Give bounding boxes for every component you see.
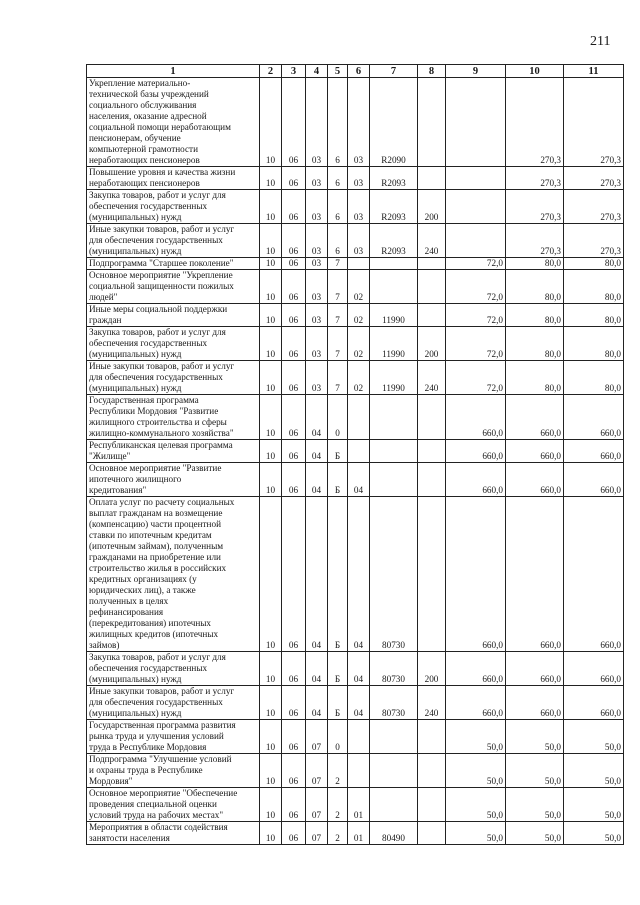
amount-col11-cell: 270,3	[564, 78, 624, 167]
subsection-code-cell: 06	[282, 224, 306, 258]
program-code-cell: 03	[306, 78, 328, 167]
column-header: 5	[328, 65, 348, 78]
direction-code-cell: 11990	[370, 361, 418, 395]
amount-col9-cell: 660,0	[446, 463, 506, 497]
expense-type-cell	[418, 440, 446, 463]
item-name-cell: Иные закупки товаров, работ и услуг для обеспечения государственных (муниципальных) нужд	[87, 224, 260, 258]
table-row	[87, 652, 624, 686]
measure-code-cell	[348, 440, 370, 463]
subsection-code-cell: 06	[282, 258, 306, 270]
column-header: 2	[260, 65, 282, 78]
subsection-code-cell: 06	[282, 395, 306, 440]
direction-code-cell: R2093	[370, 190, 418, 224]
subprogram-code-cell: Б	[328, 686, 348, 720]
subsection-code-cell: 06	[282, 652, 306, 686]
amount-col10-cell: 50,0	[506, 720, 564, 754]
measure-code-cell	[348, 754, 370, 788]
direction-code-cell: 80730	[370, 497, 418, 652]
section-code-cell: 10	[260, 686, 282, 720]
item-name-cell: Оплата услуг по расчету социальных выплат гражданам на возмещение (компенсацию) части процентной ставки по ипотечным кредитам (ипотечным займам), полученным гражданами на приобретение или строительство жилья в российских кредитных организациях (у юридических лиц), а также полученных в целях рефинансирования (перекредитования) ипотечных жилищных кредитов (ипотечных займов)	[87, 497, 260, 652]
column-header: 7	[370, 65, 418, 78]
subprogram-code-cell: 6	[328, 167, 348, 190]
table-row	[87, 822, 624, 845]
program-code-cell: 03	[306, 190, 328, 224]
amount-col9-cell: 50,0	[446, 754, 506, 788]
table-row	[87, 270, 624, 304]
expense-type-cell	[418, 395, 446, 440]
amount-col11-cell: 50,0	[564, 720, 624, 754]
direction-code-cell: 80490	[370, 822, 418, 845]
direction-code-cell	[370, 463, 418, 497]
amount-col9-cell	[446, 167, 506, 190]
program-code-cell: 04	[306, 395, 328, 440]
measure-code-cell: 02	[348, 327, 370, 361]
direction-code-cell: R2090	[370, 78, 418, 167]
section-code-cell: 10	[260, 822, 282, 845]
section-code-cell: 10	[260, 754, 282, 788]
column-header: 1	[87, 65, 260, 78]
section-code-cell: 10	[260, 395, 282, 440]
table-row	[87, 224, 624, 258]
item-name-cell: Иные меры социальной поддержки граждан	[87, 304, 260, 327]
direction-code-cell: 11990	[370, 304, 418, 327]
amount-col11-cell: 660,0	[564, 652, 624, 686]
subsection-code-cell: 06	[282, 190, 306, 224]
program-code-cell: 04	[306, 463, 328, 497]
subprogram-code-cell: 2	[328, 788, 348, 822]
amount-col10-cell: 50,0	[506, 754, 564, 788]
amount-col9-cell	[446, 190, 506, 224]
measure-code-cell: 02	[348, 361, 370, 395]
table-row	[87, 754, 624, 788]
expense-type-cell: 200	[418, 652, 446, 686]
program-code-cell: 03	[306, 270, 328, 304]
program-code-cell: 07	[306, 788, 328, 822]
measure-code-cell	[348, 720, 370, 754]
amount-col10-cell: 80,0	[506, 304, 564, 327]
expense-type-cell	[418, 754, 446, 788]
section-code-cell: 10	[260, 258, 282, 270]
subprogram-code-cell: Б	[328, 652, 348, 686]
direction-code-cell	[370, 395, 418, 440]
amount-col10-cell: 660,0	[506, 463, 564, 497]
measure-code-cell: 04	[348, 497, 370, 652]
item-name-cell: Мероприятия в области содействия занятости населения	[87, 822, 260, 845]
amount-col10-cell: 270,3	[506, 190, 564, 224]
amount-col11-cell: 50,0	[564, 754, 624, 788]
program-code-cell: 04	[306, 686, 328, 720]
program-code-cell: 04	[306, 440, 328, 463]
table-row	[87, 361, 624, 395]
table-row	[87, 395, 624, 440]
subprogram-code-cell: 2	[328, 754, 348, 788]
amount-col11-cell: 80,0	[564, 304, 624, 327]
amount-col10-cell: 50,0	[506, 788, 564, 822]
expense-type-cell	[418, 270, 446, 304]
program-code-cell: 03	[306, 258, 328, 270]
section-code-cell: 10	[260, 720, 282, 754]
item-name-cell: Иные закупки товаров, работ и услуг для обеспечения государственных (муниципальных) нужд	[87, 686, 260, 720]
section-code-cell: 10	[260, 190, 282, 224]
amount-col9-cell: 72,0	[446, 270, 506, 304]
measure-code-cell	[348, 395, 370, 440]
subsection-code-cell: 06	[282, 440, 306, 463]
amount-col10-cell: 80,0	[506, 270, 564, 304]
amount-col10-cell: 50,0	[506, 822, 564, 845]
amount-col9-cell: 72,0	[446, 361, 506, 395]
amount-col10-cell: 660,0	[506, 440, 564, 463]
amount-col10-cell: 80,0	[506, 361, 564, 395]
amount-col11-cell: 270,3	[564, 224, 624, 258]
expense-type-cell: 240	[418, 224, 446, 258]
amount-col10-cell: 660,0	[506, 497, 564, 652]
section-code-cell: 10	[260, 167, 282, 190]
subsection-code-cell: 06	[282, 822, 306, 845]
item-name-cell: Закупка товаров, работ и услуг для обеспечения государственных (муниципальных) нужд	[87, 652, 260, 686]
column-header: 8	[418, 65, 446, 78]
measure-code-cell: 02	[348, 304, 370, 327]
table-row	[87, 167, 624, 190]
subprogram-code-cell: 7	[328, 258, 348, 270]
amount-col10-cell: 660,0	[506, 395, 564, 440]
item-name-cell: Республиканская целевая программа "Жилище"	[87, 440, 260, 463]
expense-type-cell	[418, 78, 446, 167]
amount-col11-cell: 80,0	[564, 258, 624, 270]
subsection-code-cell: 06	[282, 686, 306, 720]
amount-col10-cell: 270,3	[506, 224, 564, 258]
amount-col9-cell: 660,0	[446, 395, 506, 440]
direction-code-cell	[370, 270, 418, 304]
item-name-cell: Закупка товаров, работ и услуг для обеспечения государственных (муниципальных) нужд	[87, 190, 260, 224]
column-header: 9	[446, 65, 506, 78]
expense-type-cell: 200	[418, 190, 446, 224]
amount-col9-cell	[446, 224, 506, 258]
direction-code-cell	[370, 440, 418, 463]
table-row	[87, 258, 624, 270]
item-name-cell: Подпрограмма "Старшее поколение"	[87, 258, 260, 270]
measure-code-cell: 01	[348, 822, 370, 845]
section-code-cell: 10	[260, 224, 282, 258]
column-header: 6	[348, 65, 370, 78]
direction-code-cell: 11990	[370, 327, 418, 361]
section-code-cell: 10	[260, 361, 282, 395]
direction-code-cell: R2093	[370, 224, 418, 258]
amount-col11-cell: 660,0	[564, 497, 624, 652]
program-code-cell: 03	[306, 304, 328, 327]
table-row	[87, 304, 624, 327]
section-code-cell: 10	[260, 463, 282, 497]
subsection-code-cell: 06	[282, 720, 306, 754]
amount-col9-cell: 660,0	[446, 686, 506, 720]
section-code-cell: 10	[260, 78, 282, 167]
section-code-cell: 10	[260, 440, 282, 463]
table-header-row	[87, 65, 624, 78]
item-name-cell: Основное мероприятие "Развитие ипотечного жилищного кредитования"	[87, 463, 260, 497]
amount-col9-cell: 660,0	[446, 652, 506, 686]
direction-code-cell	[370, 258, 418, 270]
subprogram-code-cell: 6	[328, 224, 348, 258]
subprogram-code-cell: Б	[328, 497, 348, 652]
subsection-code-cell: 06	[282, 361, 306, 395]
program-code-cell: 03	[306, 361, 328, 395]
section-code-cell: 10	[260, 497, 282, 652]
section-code-cell: 10	[260, 788, 282, 822]
program-code-cell: 04	[306, 652, 328, 686]
section-code-cell: 10	[260, 304, 282, 327]
item-name-cell: Повышение уровня и качества жизни неработающих пенсионеров	[87, 167, 260, 190]
direction-code-cell	[370, 788, 418, 822]
item-name-cell: Укрепление материально- технической базы учреждений социального обслуживания населения, оказание адресной социальной помощи неработающим пенсионерам, обучение компьютерной грамотности неработающих пенсионеров	[87, 78, 260, 167]
direction-code-cell	[370, 754, 418, 788]
program-code-cell: 07	[306, 720, 328, 754]
measure-code-cell: 04	[348, 463, 370, 497]
amount-col9-cell: 72,0	[446, 258, 506, 270]
subprogram-code-cell: 0	[328, 720, 348, 754]
item-name-cell: Государственная программа Республики Мордовия "Развитие жилищного строительства и сферы жилищно-коммунального хозяйства"	[87, 395, 260, 440]
item-name-cell: Иные закупки товаров, работ и услуг для обеспечения государственных (муниципальных) нужд	[87, 361, 260, 395]
expense-type-cell	[418, 304, 446, 327]
amount-col9-cell: 50,0	[446, 822, 506, 845]
subprogram-code-cell: 6	[328, 190, 348, 224]
amount-col11-cell: 660,0	[564, 440, 624, 463]
column-header: 3	[282, 65, 306, 78]
table-row	[87, 686, 624, 720]
direction-code-cell: R2093	[370, 167, 418, 190]
measure-code-cell: 03	[348, 78, 370, 167]
measure-code-cell: 03	[348, 224, 370, 258]
measure-code-cell: 02	[348, 270, 370, 304]
table-row	[87, 327, 624, 361]
table-row	[87, 78, 624, 167]
amount-col10-cell: 660,0	[506, 686, 564, 720]
amount-col10-cell: 270,3	[506, 78, 564, 167]
table-row	[87, 440, 624, 463]
measure-code-cell	[348, 258, 370, 270]
amount-col11-cell: 80,0	[564, 270, 624, 304]
amount-col10-cell: 80,0	[506, 327, 564, 361]
measure-code-cell: 03	[348, 190, 370, 224]
section-code-cell: 10	[260, 270, 282, 304]
budget-table	[86, 64, 624, 845]
subprogram-code-cell: 7	[328, 361, 348, 395]
column-header: 11	[564, 65, 624, 78]
column-header: 10	[506, 65, 564, 78]
table-row	[87, 720, 624, 754]
amount-col11-cell: 50,0	[564, 788, 624, 822]
page-number: 211	[590, 34, 611, 49]
subprogram-code-cell: Б	[328, 463, 348, 497]
direction-code-cell: 80730	[370, 652, 418, 686]
program-code-cell: 04	[306, 497, 328, 652]
expense-type-cell	[418, 788, 446, 822]
item-name-cell: Основное мероприятие "Обеспечение проведения специальной оценки условий труда на рабочих местах"	[87, 788, 260, 822]
item-name-cell: Государственная программа развития рынка труда и улучшения условий труда в Республике Мордовия	[87, 720, 260, 754]
table-body	[87, 78, 624, 845]
amount-col9-cell: 72,0	[446, 304, 506, 327]
subsection-code-cell: 06	[282, 754, 306, 788]
item-name-cell: Основное мероприятие "Укрепление социальной защищенности пожилых людей"	[87, 270, 260, 304]
table-row	[87, 190, 624, 224]
amount-col11-cell: 80,0	[564, 327, 624, 361]
subsection-code-cell: 06	[282, 270, 306, 304]
expense-type-cell	[418, 167, 446, 190]
subsection-code-cell: 06	[282, 788, 306, 822]
measure-code-cell: 01	[348, 788, 370, 822]
direction-code-cell	[370, 720, 418, 754]
subprogram-code-cell: 0	[328, 395, 348, 440]
amount-col10-cell: 660,0	[506, 652, 564, 686]
expense-type-cell	[418, 497, 446, 652]
program-code-cell: 07	[306, 822, 328, 845]
amount-col11-cell: 660,0	[564, 686, 624, 720]
measure-code-cell: 04	[348, 686, 370, 720]
program-code-cell: 03	[306, 327, 328, 361]
program-code-cell: 03	[306, 167, 328, 190]
table-row	[87, 497, 624, 652]
amount-col11-cell: 50,0	[564, 822, 624, 845]
amount-col9-cell: 660,0	[446, 440, 506, 463]
subprogram-code-cell: 7	[328, 270, 348, 304]
amount-col9-cell	[446, 78, 506, 167]
program-code-cell: 07	[306, 754, 328, 788]
expense-type-cell: 200	[418, 327, 446, 361]
section-code-cell: 10	[260, 327, 282, 361]
subprogram-code-cell: 7	[328, 304, 348, 327]
expense-type-cell	[418, 822, 446, 845]
expense-type-cell	[418, 258, 446, 270]
item-name-cell: Закупка товаров, работ и услуг для обеспечения государственных (муниципальных) нужд	[87, 327, 260, 361]
subprogram-code-cell: Б	[328, 440, 348, 463]
column-header: 4	[306, 65, 328, 78]
measure-code-cell: 03	[348, 167, 370, 190]
amount-col9-cell: 50,0	[446, 720, 506, 754]
program-code-cell: 03	[306, 224, 328, 258]
subprogram-code-cell: 7	[328, 327, 348, 361]
amount-col11-cell: 80,0	[564, 361, 624, 395]
expense-type-cell	[418, 463, 446, 497]
table-row	[87, 788, 624, 822]
table-row	[87, 463, 624, 497]
amount-col10-cell: 270,3	[506, 167, 564, 190]
subsection-code-cell: 06	[282, 304, 306, 327]
amount-col9-cell: 50,0	[446, 788, 506, 822]
subsection-code-cell: 06	[282, 327, 306, 361]
measure-code-cell: 04	[348, 652, 370, 686]
amount-col9-cell: 660,0	[446, 497, 506, 652]
subsection-code-cell: 06	[282, 497, 306, 652]
subprogram-code-cell: 6	[328, 78, 348, 167]
amount-col9-cell: 72,0	[446, 327, 506, 361]
subsection-code-cell: 06	[282, 167, 306, 190]
amount-col11-cell: 270,3	[564, 167, 624, 190]
amount-col11-cell: 660,0	[564, 463, 624, 497]
subprogram-code-cell: 2	[328, 822, 348, 845]
direction-code-cell: 80730	[370, 686, 418, 720]
item-name-cell: Подпрограмма "Улучшение условий и охраны труда в Республике Мордовия"	[87, 754, 260, 788]
amount-col11-cell: 660,0	[564, 395, 624, 440]
expense-type-cell: 240	[418, 686, 446, 720]
section-code-cell: 10	[260, 652, 282, 686]
amount-col11-cell: 270,3	[564, 190, 624, 224]
subsection-code-cell: 06	[282, 463, 306, 497]
subsection-code-cell: 06	[282, 78, 306, 167]
amount-col10-cell: 80,0	[506, 258, 564, 270]
expense-type-cell: 240	[418, 361, 446, 395]
expense-type-cell	[418, 720, 446, 754]
